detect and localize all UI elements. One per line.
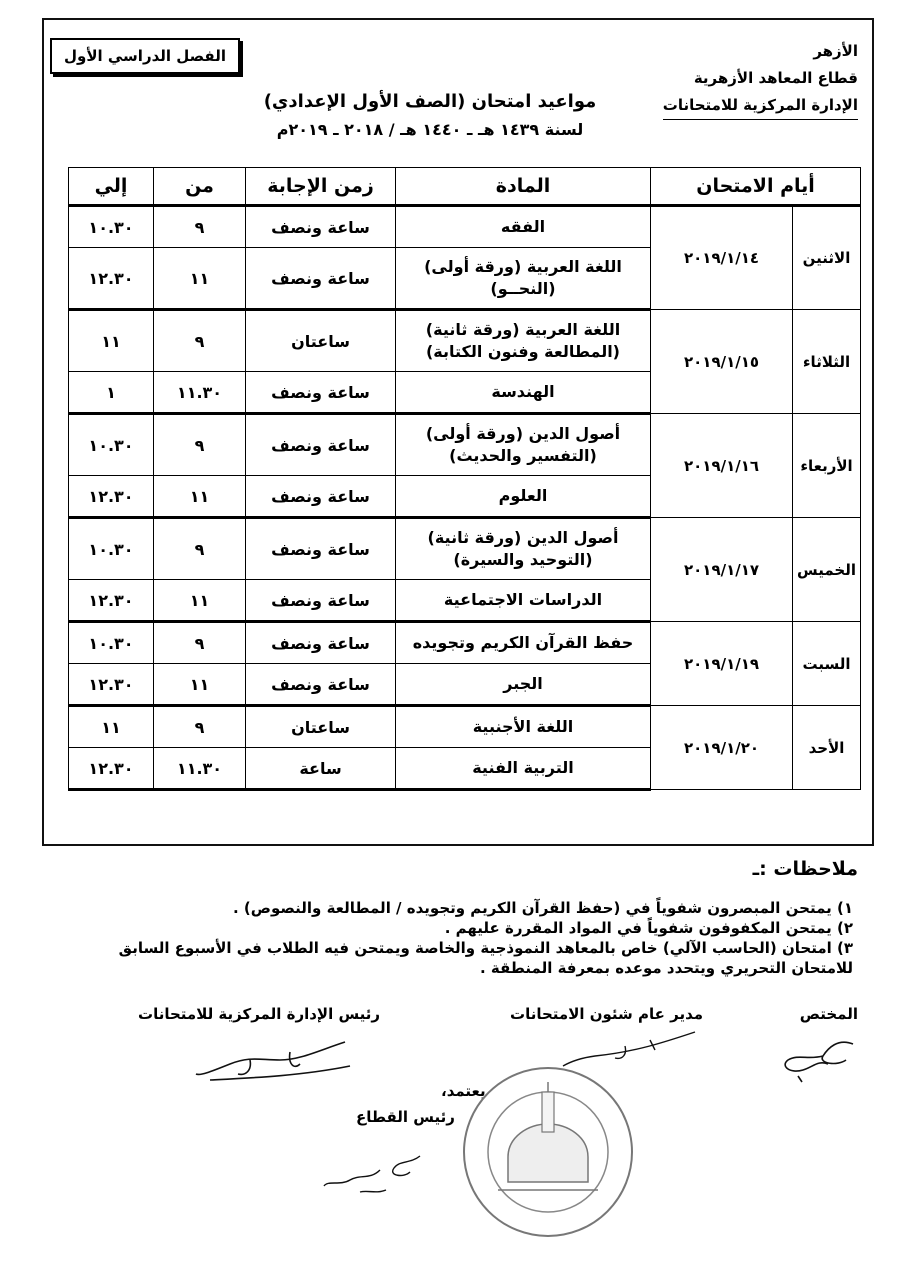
from-cell: ١١ <box>154 664 246 706</box>
subject-cell: الهندسة <box>396 372 651 414</box>
duration-cell: ساعة <box>246 748 396 790</box>
to-cell: ١١ <box>69 706 154 748</box>
table-row <box>69 414 861 476</box>
duration-cell: ساعة ونصف <box>246 206 396 248</box>
to-cell: ١ <box>69 372 154 414</box>
to-cell: ١٠.٣٠ <box>69 518 154 580</box>
from-cell: ٩ <box>154 518 246 580</box>
page-title: مواعيد امتحان (الصف الأول الإعدادي) <box>263 91 597 112</box>
duration-cell: ساعتان <box>246 310 396 372</box>
academic-year: لسنة ١٤٣٩ هـ ـ ١٤٤٠ هـ / ٢٠١٨ ـ ٢٠١٩م <box>276 120 584 139</box>
notes-list <box>63 898 853 978</box>
subject-cell: الجبر <box>396 664 651 706</box>
date-cell: ٢٠١٩/١/١٥ <box>651 310 793 414</box>
subject-cell: اللغة العربية (ورقة ثانية) (المطالعة وفنون الكتابة) <box>396 310 651 372</box>
day-cell: السبت <box>793 622 861 706</box>
approved-label: يعتمد، <box>441 1082 486 1100</box>
to-cell: ١٢.٣٠ <box>69 476 154 518</box>
subject-cell: حفظ القرآن الكريم وتجويده <box>396 622 651 664</box>
subject-cell: اللغة العربية (ورقة أولى) (النحــو) <box>396 248 651 310</box>
duration-cell: ساعة ونصف <box>246 372 396 414</box>
day-cell: الاثنين <box>793 206 861 310</box>
duration-cell: ساعة ونصف <box>246 664 396 706</box>
subject-cell: العلوم <box>396 476 651 518</box>
department-name: الإدارة المركزية للامتحانات <box>663 92 858 120</box>
table-row <box>69 706 861 748</box>
from-cell: ٩ <box>154 706 246 748</box>
date-cell: ٢٠١٩/١/١٤ <box>651 206 793 310</box>
note-item: ٢) يمتحن المكفوفون شفوياً في المواد المقررة عليهم . <box>444 919 853 937</box>
day-cell: الخميس <box>793 518 861 622</box>
from-cell: ١١ <box>154 248 246 310</box>
to-cell: ١١ <box>69 310 154 372</box>
subject-cell: أصول الدين (ورقة ثانية) (التوحيد والسيرة) <box>396 518 651 580</box>
table-row <box>69 518 861 580</box>
notes-title: ملاحظات :ـ <box>752 858 858 880</box>
exam-schedule-table <box>68 167 861 791</box>
to-cell: ١٢.٣٠ <box>69 248 154 310</box>
table-row <box>69 206 861 248</box>
col-header-days: أيام الامتحان <box>651 168 861 206</box>
subject-cell: الدراسات الاجتماعية <box>396 580 651 622</box>
term-label: الفصل الدراسي الأول <box>50 38 240 74</box>
table-row <box>69 622 861 664</box>
from-cell: ٩ <box>154 622 246 664</box>
from-cell: ١١ <box>154 580 246 622</box>
date-cell: ٢٠١٩/١/١٩ <box>651 622 793 706</box>
official-stamp <box>458 1062 638 1242</box>
from-cell: ٩ <box>154 310 246 372</box>
table-header-row <box>69 168 861 206</box>
col-header-to: إلي <box>69 168 154 206</box>
from-cell: ١١.٣٠ <box>154 748 246 790</box>
org-header <box>648 38 858 120</box>
sector-head-label: رئيس القطاع <box>356 1108 455 1126</box>
duration-cell: ساعة ونصف <box>246 476 396 518</box>
note-item: ٣) امتحان (الحاسب الآلي) خاص بالمعاهد النموذجية والخاصة ويمتحن فيه الطلاب في الأسبوع السابق <box>118 939 853 957</box>
sector-head-signature <box>320 1150 430 1200</box>
duration-cell: ساعة ونصف <box>246 414 396 476</box>
duration-cell: ساعة ونصف <box>246 580 396 622</box>
from-cell: ١١ <box>154 476 246 518</box>
org-name: الأزهر <box>813 42 858 60</box>
to-cell: ١٠.٣٠ <box>69 206 154 248</box>
date-cell: ٢٠١٩/١/١٧ <box>651 518 793 622</box>
specialist-label: المختص <box>799 1005 858 1023</box>
col-header-from: من <box>154 168 246 206</box>
to-cell: ١٢.٣٠ <box>69 580 154 622</box>
manager-label: مدير عام شئون الامتحانات <box>510 1005 704 1023</box>
subject-cell: الفقه <box>396 206 651 248</box>
note-item: ١) يمتحن المبصرون شفوياً في (حفظ القرآن الكريم وتجويده / المطالعة والنصوص) . <box>232 899 853 917</box>
to-cell: ١٢.٣٠ <box>69 748 154 790</box>
table-row <box>69 310 861 372</box>
to-cell: ١٢.٣٠ <box>69 664 154 706</box>
col-header-duration: زمن الإجابة <box>246 168 396 206</box>
date-cell: ٢٠١٩/١/١٦ <box>651 414 793 518</box>
from-cell: ١١.٣٠ <box>154 372 246 414</box>
note-item: للامتحان التحريري ويتحدد موعده بمعرفة المنطقة . <box>479 959 853 977</box>
col-header-subject: المادة <box>396 168 651 206</box>
duration-cell: ساعة ونصف <box>246 622 396 664</box>
to-cell: ١٠.٣٠ <box>69 622 154 664</box>
specialist-signature <box>768 1030 863 1085</box>
to-cell: ١٠.٣٠ <box>69 414 154 476</box>
subject-cell: اللغة الأجنبية <box>396 706 651 748</box>
date-cell: ٢٠١٩/١/٢٠ <box>651 706 793 790</box>
from-cell: ٩ <box>154 414 246 476</box>
subject-cell: التربية الفنية <box>396 748 651 790</box>
head-signature <box>190 1030 360 1090</box>
from-cell: ٩ <box>154 206 246 248</box>
duration-cell: ساعة ونصف <box>246 518 396 580</box>
duration-cell: ساعتان <box>246 706 396 748</box>
duration-cell: ساعة ونصف <box>246 248 396 310</box>
day-cell: الأربعاء <box>793 414 861 518</box>
sector-name: قطاع المعاهد الأزهرية <box>693 69 858 87</box>
dept-head-label: رئيس الإدارة المركزية للامتحانات <box>138 1005 381 1023</box>
day-cell: الثلاثاء <box>793 310 861 414</box>
subject-cell: أصول الدين (ورقة أولى) (التفسير والحديث) <box>396 414 651 476</box>
day-cell: الأحد <box>793 706 861 790</box>
